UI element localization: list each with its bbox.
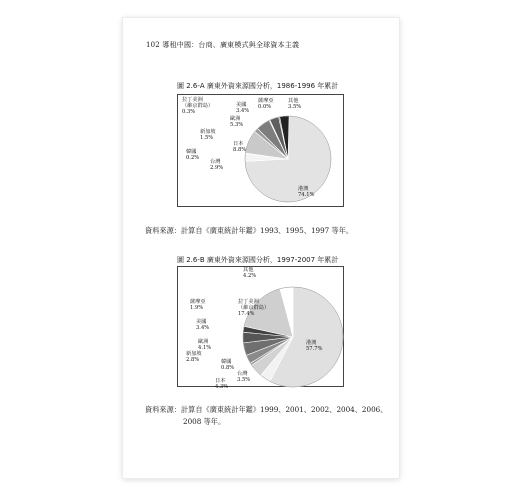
figure-b-title: 圖 2.6-B 廣東外資來源國分析，1997-2007 年累計: [177, 256, 339, 264]
slice-label-a-9: 其他 3.5%: [288, 98, 302, 110]
slice-label-a-3: 日本 8.8%: [233, 141, 247, 153]
slice-label-a-2: 韓國 0.2%: [186, 149, 200, 161]
slice-label-b-3: 韓國 0.8%: [221, 359, 235, 371]
slice-label-a-6: 拉丁美洲（維京群島） 0.3%: [182, 97, 214, 115]
figure-a-frame: [177, 94, 344, 207]
figure-a-source: 資料來源：計算自《廣東統計年鑑》1993、1995、1997 等年。: [145, 226, 354, 235]
slice-label-b-4: 新加坡 2.8%: [186, 351, 202, 363]
slice-label-a-5: 歐洲 5.3%: [230, 116, 244, 128]
slice-label-b-9: 其他 4.2%: [243, 267, 257, 279]
page-header: 102 導租中國：台商、廣東模式與全球資本主義: [146, 41, 300, 49]
slice-label-b-1: 台灣 3.5%: [237, 371, 251, 383]
slice-label-b-5: 歐洲 4.1%: [198, 339, 212, 351]
slice-label-a-1: 台灣 2.9%: [210, 159, 224, 171]
slice-label-a-0: 港澳 74.1%: [298, 186, 315, 198]
figure-a-title: 圖 2.6-A 廣東外資來源國分析，1986-1996 年累計: [177, 82, 339, 90]
figure-b-pie-chart: [178, 267, 343, 390]
slice-label-a-4: 新加坡 1.5%: [200, 129, 216, 141]
slice-label-a-7: 美國 3.4%: [236, 102, 250, 114]
figure-b-source: 資料來源：計算自《廣東統計年鑑》1999、2001、2002、2004、2006、: [145, 405, 388, 414]
figure-a-pie-chart: [178, 95, 343, 206]
slice-label-b-6: 美國 3.4%: [196, 319, 210, 331]
figure-b-frame: [177, 266, 344, 390]
slice-label-b-2: 日本 4.3%: [215, 378, 229, 390]
slice-label-b-7: 薩摩亞 1.9%: [190, 299, 206, 311]
slice-label-a-8: 薩摩亞 0.0%: [258, 98, 274, 110]
slice-label-b-0: 港澳 57.7%: [306, 340, 323, 352]
figure-b-source-continued: 2008 等年。: [183, 417, 226, 426]
slice-label-b-8: 拉丁美洲（維京群島） 17.4%: [238, 299, 270, 317]
